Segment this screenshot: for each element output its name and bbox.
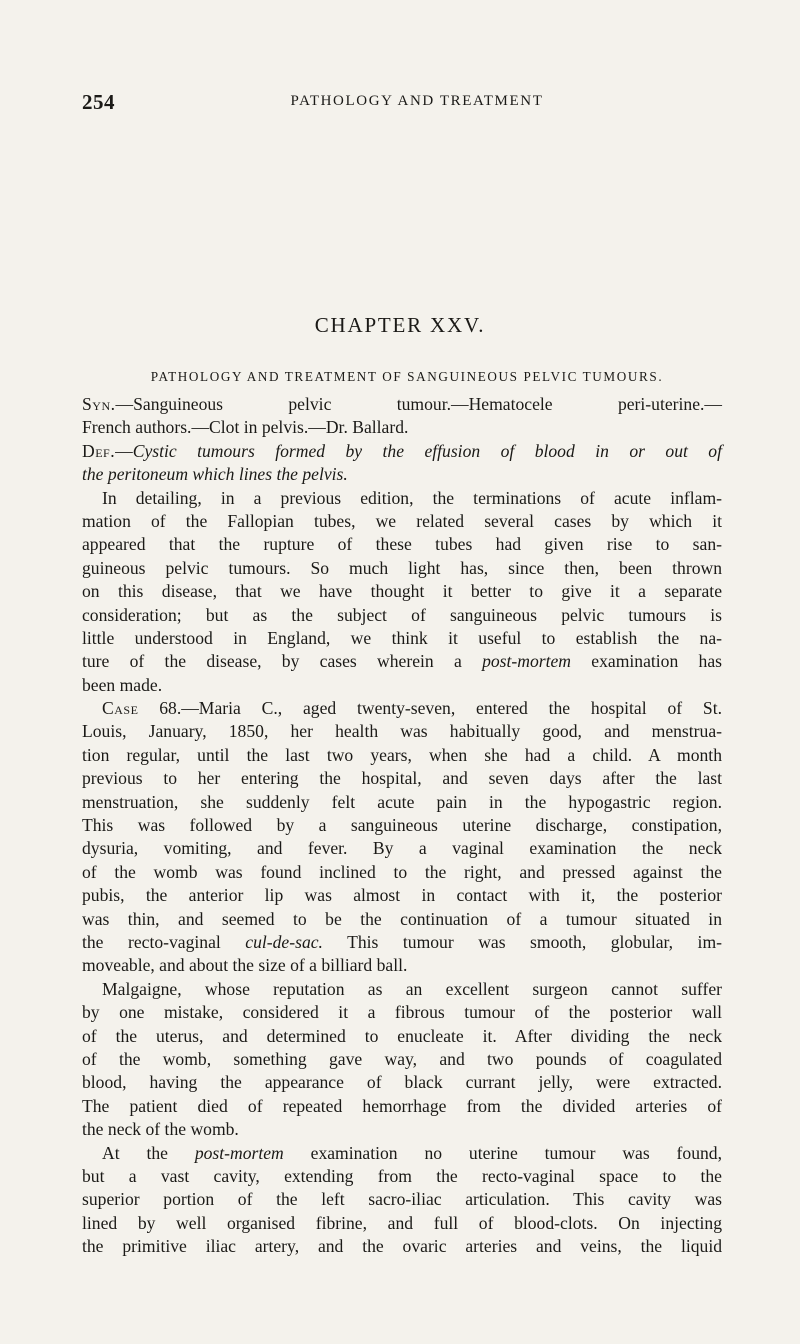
running-title: PATHOLOGY AND TREATMENT [290, 93, 544, 109]
case-line: of the womb was found inclined to the right, and pressed against the [82, 861, 722, 882]
paragraph-line: lined by well organised fibrine, and full of blood-clots. On injecting [82, 1212, 722, 1233]
case-line: pubis, the anterior lip was almost in contact with it, the posterior [82, 885, 722, 906]
paragraph-line: little understood in England, we think it useful to establish the na- [82, 627, 722, 648]
paragraph-line: appeared that the rupture of these tubes had given rise to san- [82, 534, 722, 555]
paragraph-line: of the uterus, and determined to enucleate it. After dividing the neck [82, 1025, 722, 1046]
paragraph-line: the neck of the womb. [82, 1119, 239, 1140]
case-label: Case [102, 698, 139, 719]
case-line: This was followed by a sanguineous uterine discharge, constipation, [82, 815, 722, 836]
chapter-subtitle: PATHOLOGY AND TREATMENT OF SANGUINEOUS PELVIC TUMOURS. [150, 369, 664, 384]
definition-line: Def.—Cystic tumours formed by the effusion of blood in or out of [82, 440, 722, 461]
chapter-title: CHAPTER XXV. [314, 313, 486, 337]
case-line: previous to her entering the hospital, and seven days after the last [82, 768, 722, 789]
case-line: tion regular, until the last two years, when she had a child. A month [82, 744, 722, 765]
paragraph-line: the primitive iliac artery, and the ovaric arteries and veins, the liquid [82, 1236, 722, 1257]
case-line: Louis, January, 1850, her health was habitually good, and menstrua- [82, 721, 722, 742]
paragraph-line: been made. [82, 674, 163, 695]
case-line: Case 68.—Maria C., aged twenty-seven, entered the hospital of St. [102, 698, 722, 719]
syn-label: Syn. [82, 394, 116, 414]
paragraph-line: consideration; but as the subject of sanguineous pelvic tumours is [82, 604, 722, 625]
paragraph-line: on this disease, that we have thought it better to give it a separate [82, 581, 722, 602]
paragraph-line: but a vast cavity, extending from the recto-vaginal space to the [82, 1165, 722, 1186]
synonyms-line: Syn.—Sanguineous pelvic tumour.—Hematocele peri-uterine.— [82, 394, 722, 414]
case-line: was thin, and seemed to be the continuation of a tumour situated in [82, 908, 722, 929]
paragraph-line: mation of the Fallopian tubes, we related several cases by which it [82, 510, 722, 531]
paragraph-line: The patient died of repeated hemorrhage from the divided arteries of [82, 1095, 722, 1116]
body-text [82, 393, 722, 1258]
case-line: dysuria, vomiting, and fever. By a vaginal examination the neck [82, 838, 722, 859]
paragraph-line: by one mistake, considered it a fibrous tumour of the posterior wall [82, 1002, 722, 1023]
paragraph-line: Malgaigne, whose reputation as an excellent surgeon cannot suffer [102, 978, 722, 999]
paragraph-line: At the post-mortem examination no uterine tumour was found, [102, 1142, 722, 1163]
case-line: moveable, and about the size of a billiard ball. [82, 955, 408, 976]
page-number: 254 [82, 90, 115, 114]
running-head [82, 90, 722, 114]
case-line: menstruation, she suddenly felt acute pain in the hypogastric region. [82, 791, 722, 812]
paragraph-line: guineous pelvic tumours. So much light has, since then, been thrown [82, 557, 722, 578]
paragraph-line: In detailing, in a previous edition, the terminations of acute inflam- [102, 487, 722, 508]
definition-line: the peritoneum which lines the pelvis. [82, 464, 348, 485]
def-label: Def. [82, 440, 116, 461]
case-line: the recto-vaginal cul-de-sac. This tumour was smooth, globular, im- [82, 931, 722, 952]
synonyms-line: French authors.—Clot in pelvis.—Dr. Ballard. [82, 417, 409, 438]
paragraph-line: superior portion of the left sacro-iliac articulation. This cavity was [82, 1189, 722, 1210]
paragraph-line: ture of the disease, by cases wherein a post-mortem examination has [82, 651, 722, 672]
paragraph-line: of the womb, something gave way, and two pounds of coagulated [82, 1048, 722, 1069]
paragraph-line: blood, having the appearance of black currant jelly, were extracted. [82, 1072, 722, 1093]
